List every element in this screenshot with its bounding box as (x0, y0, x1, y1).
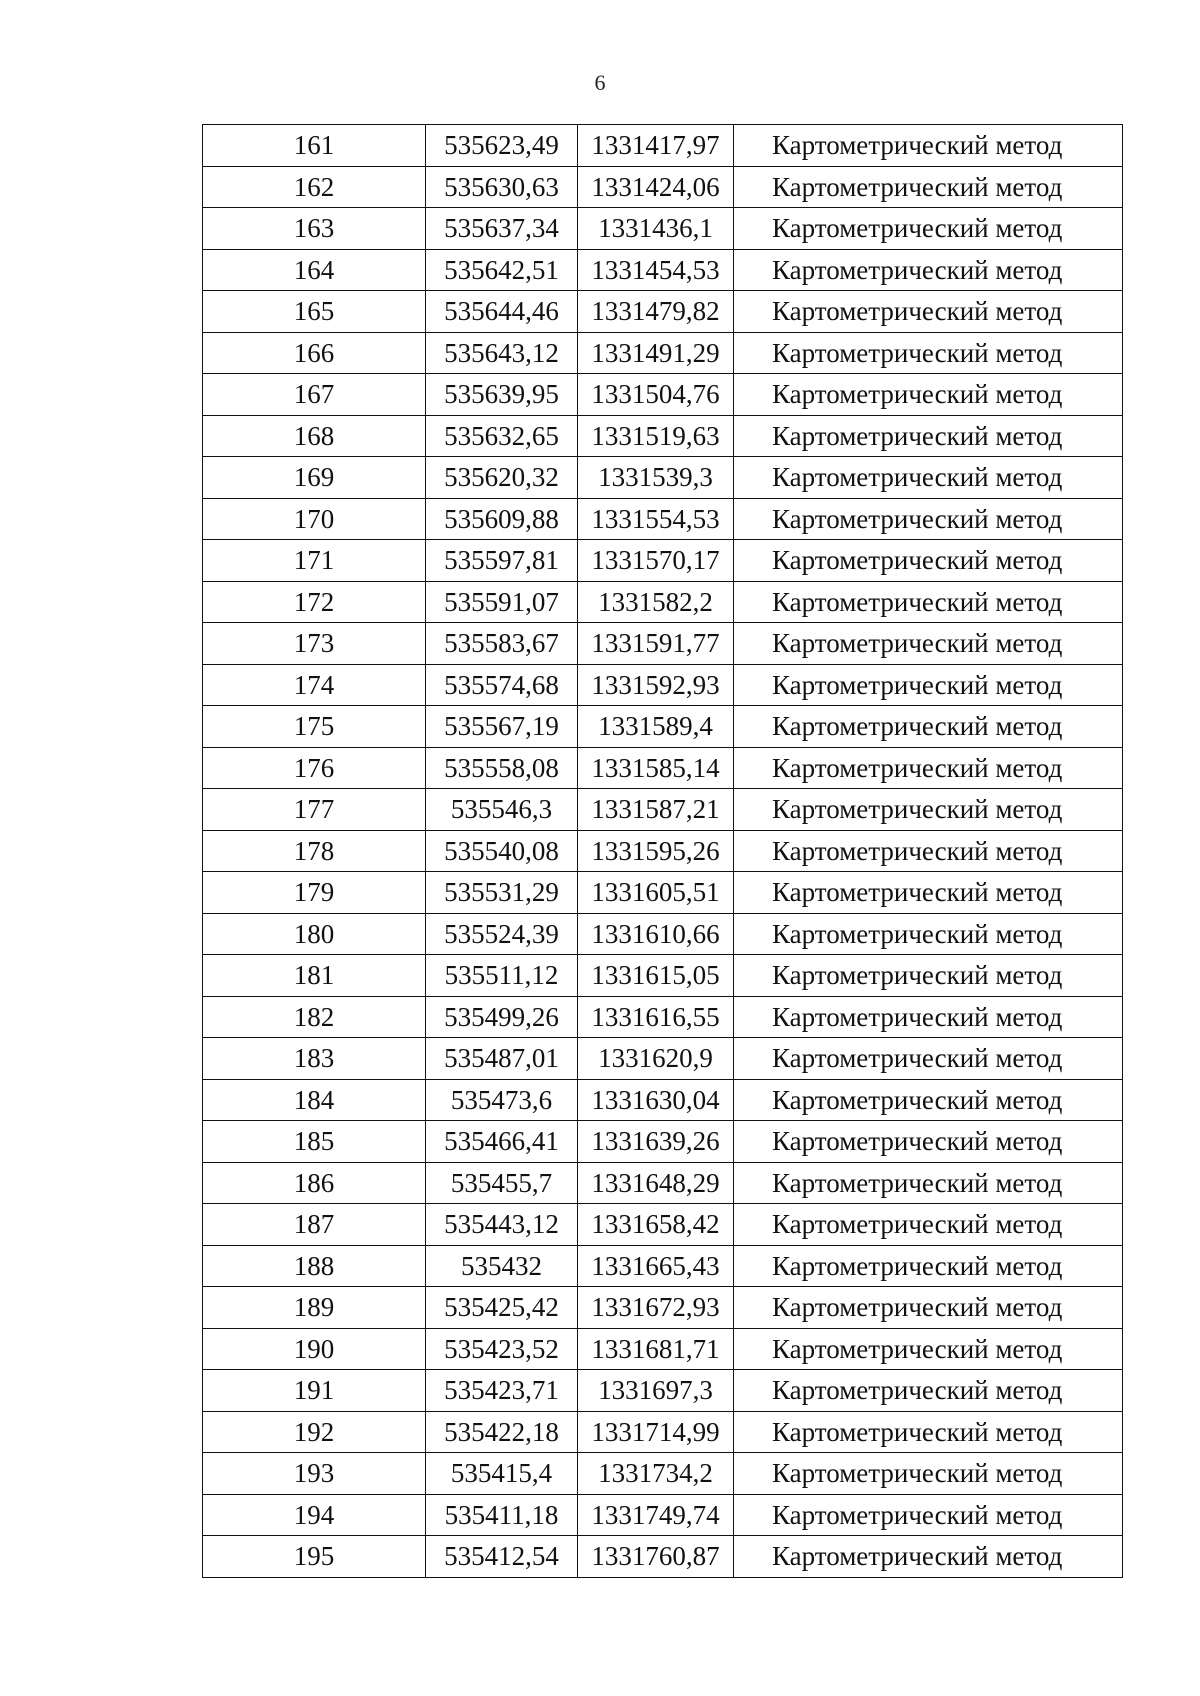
table-row (203, 1121, 1123, 1163)
method-cell: Картометрический метод (734, 332, 1123, 374)
method-cell: Картометрический метод (734, 581, 1123, 623)
x-coordinate-cell: 535423,71 (426, 1370, 578, 1412)
table-row (203, 789, 1123, 831)
table-row (203, 1038, 1123, 1080)
y-coordinate-cell: 1331591,77 (578, 623, 734, 665)
point-number-cell: 167 (203, 374, 426, 416)
method-cell: Картометрический метод (734, 913, 1123, 955)
point-number-cell: 180 (203, 913, 426, 955)
method-cell: Картометрический метод (734, 872, 1123, 914)
table-row (203, 249, 1123, 291)
page-number: 6 (594, 70, 606, 95)
x-coordinate-cell: 535630,63 (426, 166, 578, 208)
point-number-cell: 161 (203, 125, 426, 167)
point-number-cell: 162 (203, 166, 426, 208)
table-row (203, 872, 1123, 914)
y-coordinate-cell: 1331639,26 (578, 1121, 734, 1163)
point-number-cell: 169 (203, 457, 426, 499)
method-cell: Картометрический метод (734, 789, 1123, 831)
table-row (203, 457, 1123, 499)
point-number-cell: 187 (203, 1204, 426, 1246)
y-coordinate-cell: 1331519,63 (578, 415, 734, 457)
y-coordinate-cell: 1331630,04 (578, 1079, 734, 1121)
point-number-cell: 177 (203, 789, 426, 831)
table-row (203, 1204, 1123, 1246)
x-coordinate-cell: 535591,07 (426, 581, 578, 623)
y-coordinate-cell: 1331760,87 (578, 1536, 734, 1578)
method-cell: Картометрический метод (734, 830, 1123, 872)
method-cell: Картометрический метод (734, 1079, 1123, 1121)
table-row (203, 1411, 1123, 1453)
method-cell: Картометрический метод (734, 374, 1123, 416)
x-coordinate-cell: 535473,6 (426, 1079, 578, 1121)
table-row (203, 955, 1123, 997)
y-coordinate-cell: 1331424,06 (578, 166, 734, 208)
x-coordinate-cell: 535574,68 (426, 664, 578, 706)
point-number-cell: 192 (203, 1411, 426, 1453)
table-row (203, 540, 1123, 582)
x-coordinate-cell: 535632,65 (426, 415, 578, 457)
y-coordinate-cell: 1331615,05 (578, 955, 734, 997)
table-row (203, 166, 1123, 208)
x-coordinate-cell: 535524,39 (426, 913, 578, 955)
x-coordinate-cell: 535597,81 (426, 540, 578, 582)
table-row (203, 1453, 1123, 1495)
point-number-cell: 190 (203, 1328, 426, 1370)
method-cell: Картометрический метод (734, 1370, 1123, 1412)
table-row (203, 1370, 1123, 1412)
method-cell: Картометрический метод (734, 166, 1123, 208)
point-number-cell: 195 (203, 1536, 426, 1578)
x-coordinate-cell: 535639,95 (426, 374, 578, 416)
y-coordinate-cell: 1331749,74 (578, 1494, 734, 1536)
method-cell: Картометрический метод (734, 208, 1123, 250)
method-cell: Картометрический метод (734, 1411, 1123, 1453)
y-coordinate-cell: 1331539,3 (578, 457, 734, 499)
table-row (203, 1494, 1123, 1536)
table-row (203, 664, 1123, 706)
method-cell: Картометрический метод (734, 1453, 1123, 1495)
point-number-cell: 171 (203, 540, 426, 582)
y-coordinate-cell: 1331714,99 (578, 1411, 734, 1453)
table-row (203, 1245, 1123, 1287)
table-row (203, 374, 1123, 416)
method-cell: Картометрический метод (734, 457, 1123, 499)
x-coordinate-cell: 535411,18 (426, 1494, 578, 1536)
x-coordinate-cell: 535609,88 (426, 498, 578, 540)
point-number-cell: 175 (203, 706, 426, 748)
y-coordinate-cell: 1331436,1 (578, 208, 734, 250)
x-coordinate-cell: 535567,19 (426, 706, 578, 748)
method-cell: Картометрический метод (734, 249, 1123, 291)
y-coordinate-cell: 1331592,93 (578, 664, 734, 706)
method-cell: Картометрический метод (734, 623, 1123, 665)
point-number-cell: 189 (203, 1287, 426, 1329)
table-row (203, 830, 1123, 872)
x-coordinate-cell: 535412,54 (426, 1536, 578, 1578)
method-cell: Картометрический метод (734, 1204, 1123, 1246)
y-coordinate-cell: 1331491,29 (578, 332, 734, 374)
table-row (203, 291, 1123, 333)
x-coordinate-cell: 535620,32 (426, 457, 578, 499)
point-number-cell: 163 (203, 208, 426, 250)
y-coordinate-cell: 1331697,3 (578, 1370, 734, 1412)
table-row (203, 1162, 1123, 1204)
method-cell: Картометрический метод (734, 747, 1123, 789)
table-row (203, 208, 1123, 250)
method-cell: Картометрический метод (734, 1038, 1123, 1080)
y-coordinate-cell: 1331620,9 (578, 1038, 734, 1080)
method-cell: Картометрический метод (734, 1121, 1123, 1163)
y-coordinate-cell: 1331585,14 (578, 747, 734, 789)
y-coordinate-cell: 1331648,29 (578, 1162, 734, 1204)
x-coordinate-cell: 535637,34 (426, 208, 578, 250)
point-number-cell: 191 (203, 1370, 426, 1412)
y-coordinate-cell: 1331417,97 (578, 125, 734, 167)
table-row (203, 332, 1123, 374)
x-coordinate-cell: 535425,42 (426, 1287, 578, 1329)
y-coordinate-cell: 1331672,93 (578, 1287, 734, 1329)
point-number-cell: 168 (203, 415, 426, 457)
point-number-cell: 173 (203, 623, 426, 665)
method-cell: Картометрический метод (734, 955, 1123, 997)
y-coordinate-cell: 1331587,21 (578, 789, 734, 831)
point-number-cell: 179 (203, 872, 426, 914)
y-coordinate-cell: 1331658,42 (578, 1204, 734, 1246)
point-number-cell: 174 (203, 664, 426, 706)
table-row (203, 913, 1123, 955)
point-number-cell: 184 (203, 1079, 426, 1121)
method-cell: Картометрический метод (734, 540, 1123, 582)
coordinates-table-body (203, 125, 1123, 1578)
table-row (203, 706, 1123, 748)
x-coordinate-cell: 535499,26 (426, 996, 578, 1038)
point-number-cell: 193 (203, 1453, 426, 1495)
table-row (203, 498, 1123, 540)
point-number-cell: 181 (203, 955, 426, 997)
y-coordinate-cell: 1331665,43 (578, 1245, 734, 1287)
y-coordinate-cell: 1331570,17 (578, 540, 734, 582)
x-coordinate-cell: 535511,12 (426, 955, 578, 997)
method-cell: Картометрический метод (734, 1328, 1123, 1370)
x-coordinate-cell: 535423,52 (426, 1328, 578, 1370)
x-coordinate-cell: 535583,67 (426, 623, 578, 665)
x-coordinate-cell: 535546,3 (426, 789, 578, 831)
method-cell: Картометрический метод (734, 125, 1123, 167)
y-coordinate-cell: 1331554,53 (578, 498, 734, 540)
y-coordinate-cell: 1331582,2 (578, 581, 734, 623)
x-coordinate-cell: 535466,41 (426, 1121, 578, 1163)
table-row (203, 581, 1123, 623)
table-row (203, 996, 1123, 1038)
y-coordinate-cell: 1331616,55 (578, 996, 734, 1038)
table-row (203, 747, 1123, 789)
table-row (203, 125, 1123, 167)
y-coordinate-cell: 1331454,53 (578, 249, 734, 291)
y-coordinate-cell: 1331605,51 (578, 872, 734, 914)
coordinates-table (202, 124, 1123, 1578)
point-number-cell: 194 (203, 1494, 426, 1536)
method-cell: Картометрический метод (734, 996, 1123, 1038)
table-row (203, 1328, 1123, 1370)
x-coordinate-cell: 535558,08 (426, 747, 578, 789)
point-number-cell: 188 (203, 1245, 426, 1287)
table-row (203, 1287, 1123, 1329)
method-cell: Картометрический метод (734, 1287, 1123, 1329)
point-number-cell: 176 (203, 747, 426, 789)
point-number-cell: 178 (203, 830, 426, 872)
y-coordinate-cell: 1331479,82 (578, 291, 734, 333)
table-row (203, 1536, 1123, 1578)
x-coordinate-cell: 535643,12 (426, 332, 578, 374)
x-coordinate-cell: 535644,46 (426, 291, 578, 333)
table-row (203, 415, 1123, 457)
x-coordinate-cell: 535531,29 (426, 872, 578, 914)
point-number-cell: 172 (203, 581, 426, 623)
x-coordinate-cell: 535487,01 (426, 1038, 578, 1080)
y-coordinate-cell: 1331589,4 (578, 706, 734, 748)
method-cell: Картометрический метод (734, 415, 1123, 457)
method-cell: Картометрический метод (734, 498, 1123, 540)
point-number-cell: 166 (203, 332, 426, 374)
point-number-cell: 186 (203, 1162, 426, 1204)
point-number-cell: 170 (203, 498, 426, 540)
y-coordinate-cell: 1331610,66 (578, 913, 734, 955)
x-coordinate-cell: 535540,08 (426, 830, 578, 872)
x-coordinate-cell: 535642,51 (426, 249, 578, 291)
x-coordinate-cell: 535432 (426, 1245, 578, 1287)
table-row (203, 1079, 1123, 1121)
method-cell: Картометрический метод (734, 1536, 1123, 1578)
table-row (203, 623, 1123, 665)
point-number-cell: 165 (203, 291, 426, 333)
point-number-cell: 182 (203, 996, 426, 1038)
y-coordinate-cell: 1331595,26 (578, 830, 734, 872)
point-number-cell: 183 (203, 1038, 426, 1080)
method-cell: Картометрический метод (734, 1494, 1123, 1536)
x-coordinate-cell: 535443,12 (426, 1204, 578, 1246)
method-cell: Картометрический метод (734, 664, 1123, 706)
point-number-cell: 164 (203, 249, 426, 291)
y-coordinate-cell: 1331504,76 (578, 374, 734, 416)
method-cell: Картометрический метод (734, 1245, 1123, 1287)
method-cell: Картометрический метод (734, 291, 1123, 333)
x-coordinate-cell: 535623,49 (426, 125, 578, 167)
y-coordinate-cell: 1331734,2 (578, 1453, 734, 1495)
y-coordinate-cell: 1331681,71 (578, 1328, 734, 1370)
method-cell: Картометрический метод (734, 1162, 1123, 1204)
point-number-cell: 185 (203, 1121, 426, 1163)
x-coordinate-cell: 535415,4 (426, 1453, 578, 1495)
method-cell: Картометрический метод (734, 706, 1123, 748)
x-coordinate-cell: 535455,7 (426, 1162, 578, 1204)
x-coordinate-cell: 535422,18 (426, 1411, 578, 1453)
